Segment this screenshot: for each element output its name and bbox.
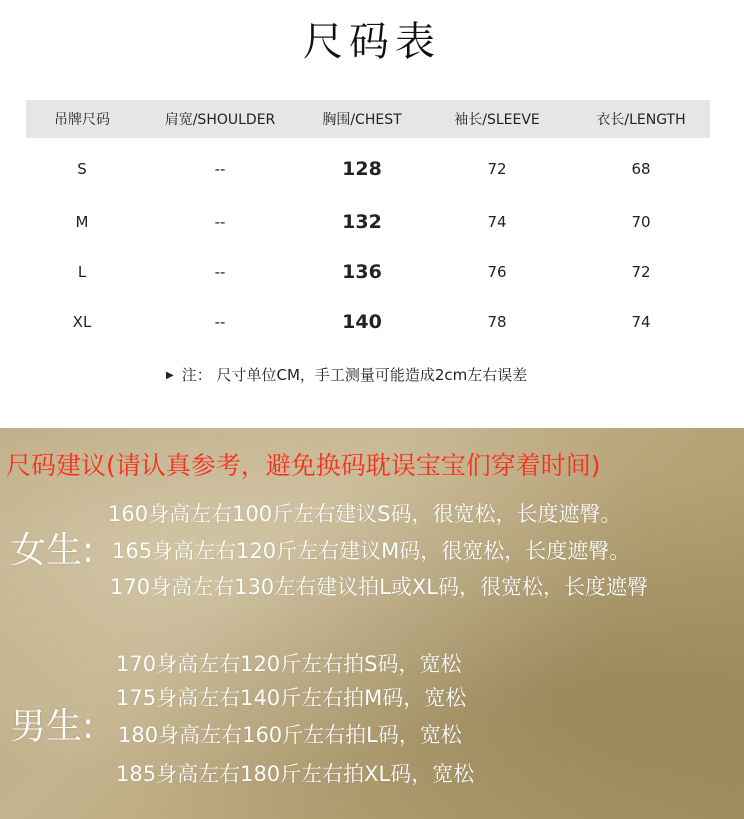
table-row	[26, 158, 710, 180]
size-table	[26, 100, 710, 333]
header-shoulder: 肩宽/SHOULDER	[164, 112, 276, 128]
male-line: 180身高左右160斤左右拍L码，宽松	[118, 723, 462, 747]
female-line: 165身高左右120斤左右建议M码，很宽松，长度遮臀。	[112, 539, 631, 563]
female-line: 160身高左右100斤左右建议S码，很宽松，长度遮臀。	[108, 502, 622, 526]
length-cell: 68	[631, 160, 651, 178]
advice-heading: 尺码建议(请认真参考，避免换码耽误宝宝们穿着时间)	[6, 451, 601, 480]
chest-cell: 136	[342, 261, 382, 283]
size-cell: XL	[72, 313, 92, 331]
male-line: 175身高左右140斤左右拍M码，宽松	[116, 686, 467, 710]
triangle-bullet-icon: ▶	[166, 370, 174, 381]
shoulder-cell: --	[214, 160, 226, 178]
note-text: 注： 尺寸单位CM，手工测量可能造成2cm左右误差	[181, 366, 528, 384]
sleeve-cell: 78	[487, 313, 507, 331]
page-title: 尺码表	[303, 19, 441, 65]
size-cell: M	[75, 213, 89, 231]
male-label: 男生:	[10, 706, 95, 747]
size-advice-panel	[0, 428, 744, 819]
sleeve-cell: 76	[487, 263, 507, 281]
header-chest: 胸围/CHEST	[322, 112, 402, 128]
header-length: 衣长/LENGTH	[596, 112, 686, 128]
length-cell: 70	[631, 213, 651, 231]
header-size-tag: 吊牌尺码	[54, 112, 110, 128]
header-sleeve: 袖长/SLEEVE	[454, 112, 540, 128]
size-cell: S	[77, 160, 87, 178]
sleeve-cell: 74	[487, 213, 507, 231]
shoulder-cell: --	[214, 313, 226, 331]
sleeve-cell: 72	[487, 160, 507, 178]
shoulder-cell: --	[214, 263, 226, 281]
length-cell: 74	[631, 313, 651, 331]
length-cell: 72	[631, 263, 651, 281]
size-cell: L	[77, 263, 87, 281]
chest-cell: 128	[342, 158, 382, 180]
male-line: 185身高左右180斤左右拍XL码，宽松	[116, 762, 475, 786]
shoulder-cell: --	[214, 213, 226, 231]
female-line: 170身高左右130左右建议拍L或XL码，很宽松，长度遮臀	[110, 575, 648, 599]
chest-cell: 132	[342, 211, 382, 233]
female-label: 女生:	[10, 530, 95, 571]
table-row	[26, 311, 710, 333]
chest-cell: 140	[342, 311, 382, 333]
table-row	[26, 261, 710, 283]
table-row	[26, 211, 710, 233]
measurement-note	[166, 364, 527, 385]
male-line: 170身高左右120斤左右拍S码，宽松	[116, 652, 462, 676]
table-header	[26, 100, 710, 138]
